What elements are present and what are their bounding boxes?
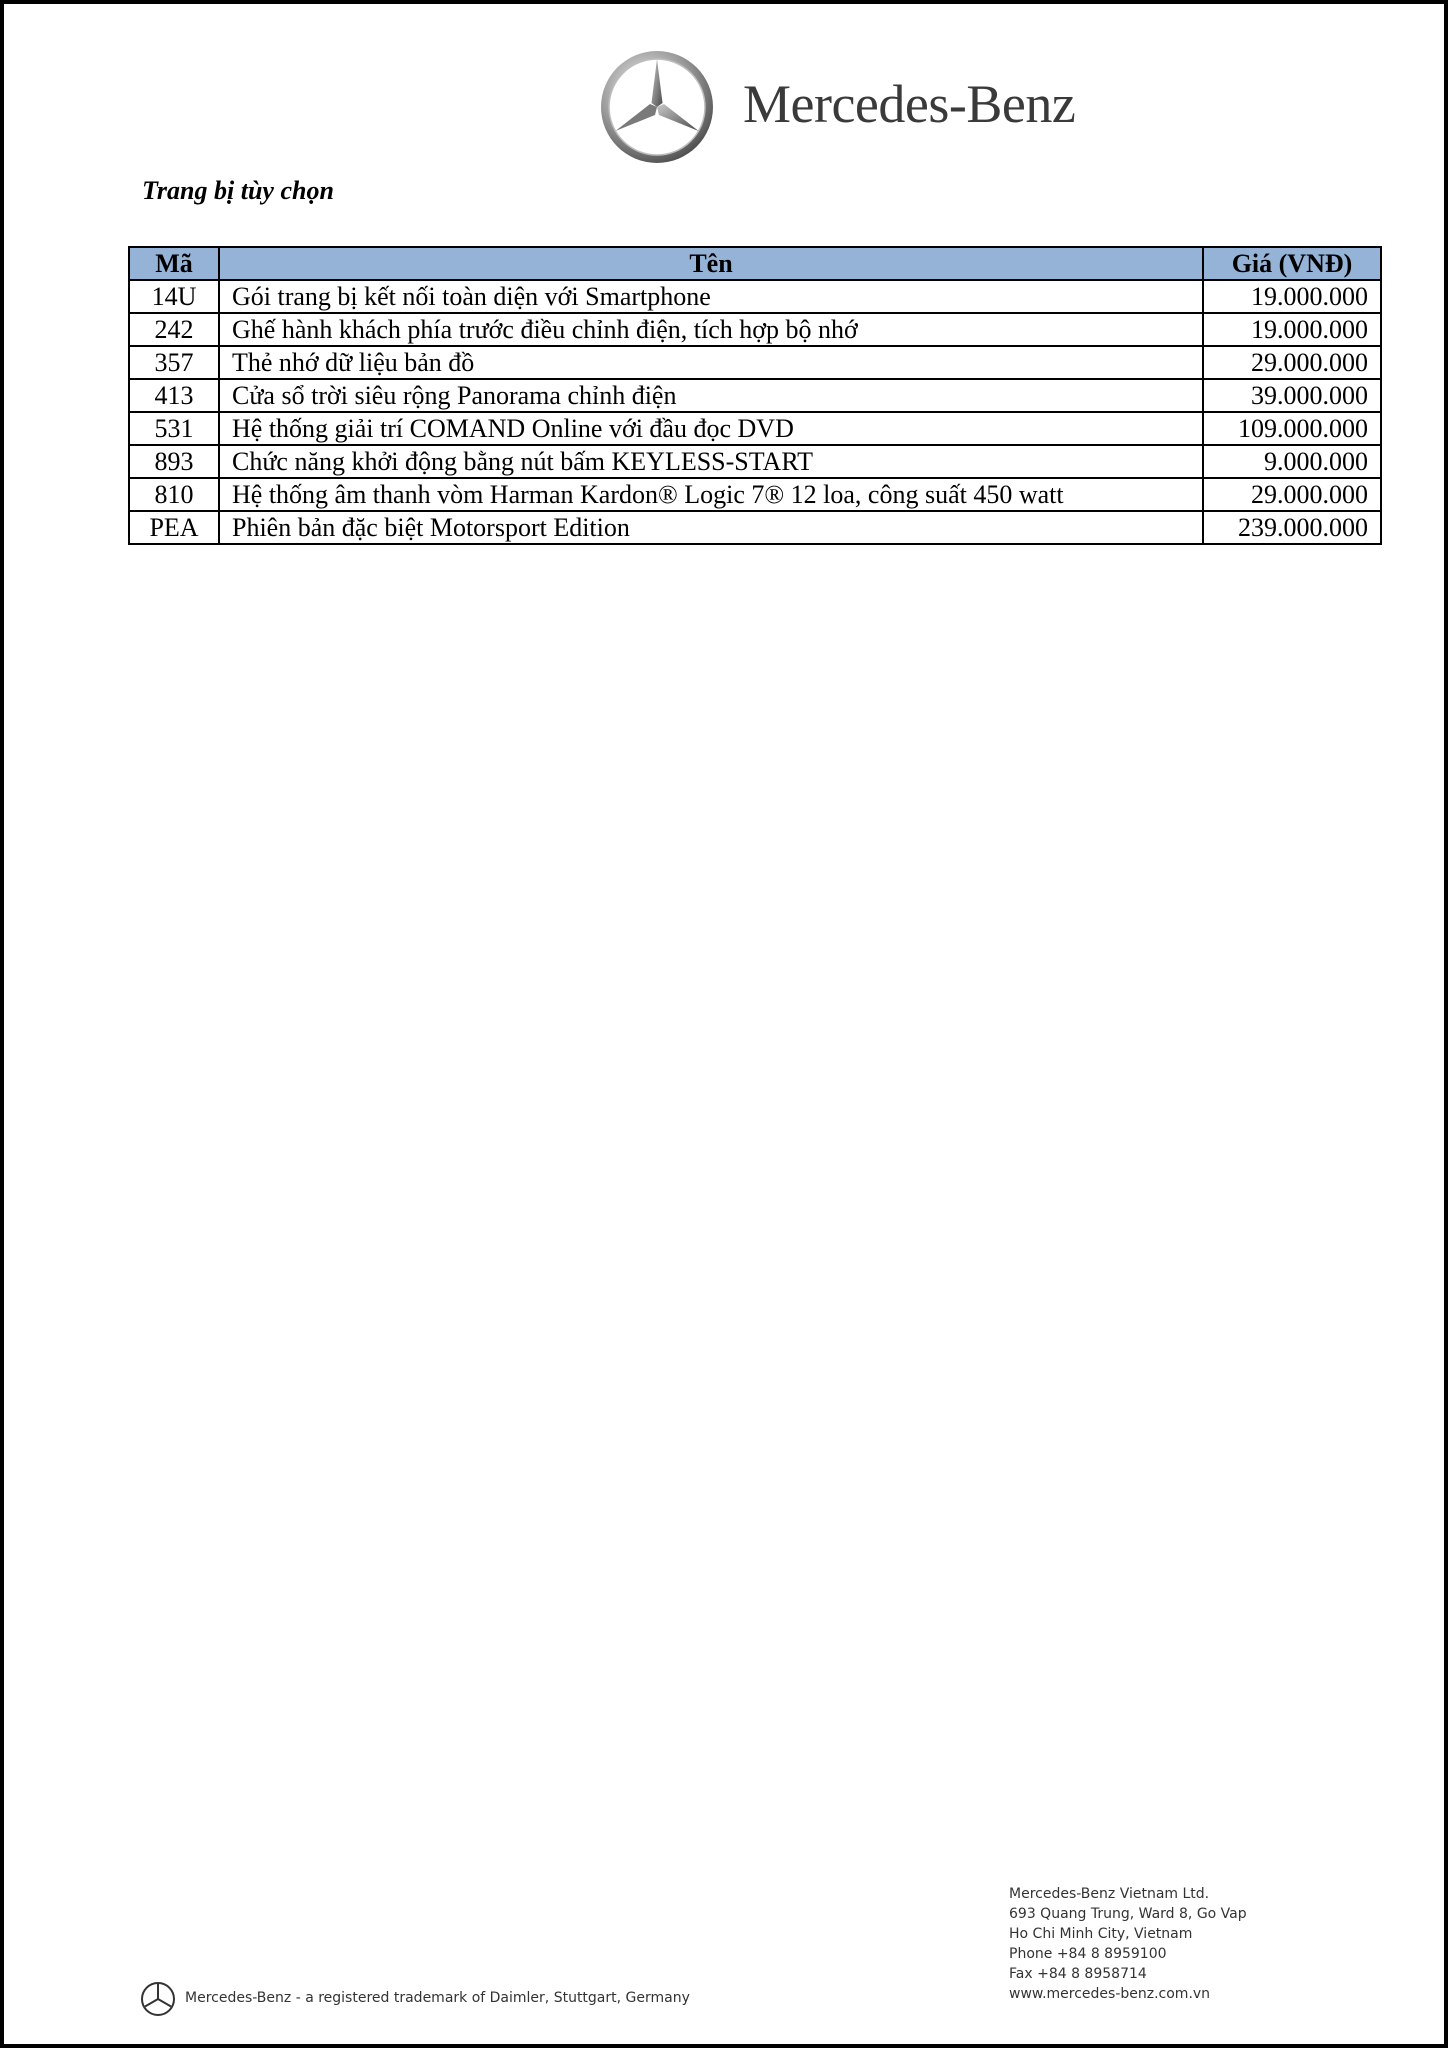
cell-price: 109.000.000 (1203, 412, 1381, 445)
section-title: Trang bị tùy chọn (142, 176, 334, 205)
cell-name: Hệ thống âm thanh vòm Harman Kardon® Logic 7® 12 loa, công suất 450 watt (219, 478, 1203, 511)
cell-price: 239.000.000 (1203, 511, 1381, 544)
company-name: Mercedes-Benz Vietnam Ltd. (1009, 1886, 1210, 1902)
table-row (129, 313, 1381, 346)
cell-name: Cửa sổ trời siêu rộng Panorama chỉnh điện (219, 379, 1203, 412)
cell-price: 19.000.000 (1203, 313, 1381, 346)
cell-code: 413 (129, 379, 219, 412)
cell-name: Hệ thống giải trí COMAND Online với đầu đọc DVD (219, 412, 1203, 445)
company-phone: Phone +84 8 8959100 (1009, 1946, 1167, 1962)
cell-name: Gói trang bị kết nối toàn diện với Smartphone (219, 280, 1203, 313)
cell-code: 357 (129, 346, 219, 379)
cell-name: Chức năng khởi động bằng nút bấm KEYLESS-START (219, 445, 1203, 478)
mercedes-star-icon (597, 47, 717, 167)
cell-price: 19.000.000 (1203, 280, 1381, 313)
cell-price: 39.000.000 (1203, 379, 1381, 412)
table-row (129, 412, 1381, 445)
cell-price: 29.000.000 (1203, 478, 1381, 511)
cell-price: 29.000.000 (1203, 346, 1381, 379)
cell-name: Thẻ nhớ dữ liệu bản đồ (219, 346, 1203, 379)
company-address: 693 Quang Trung, Ward 8, Go Vap (1009, 1906, 1247, 1922)
header-price: Giá (VNĐ) (1203, 247, 1381, 280)
company-website[interactable]: www.mercedes-benz.com.vn (1009, 1986, 1211, 2002)
table-row (129, 478, 1381, 511)
table-header-row (129, 247, 1381, 280)
header-code: Mã (129, 247, 219, 280)
mercedes-star-small-icon (140, 1981, 176, 2017)
options-table (128, 246, 1382, 545)
header-name: Tên (219, 247, 1203, 280)
trademark-text: Mercedes-Benz - a registered trademark of Daimler, Stuttgart, Germany (185, 1990, 690, 2006)
cell-code: 810 (129, 478, 219, 511)
table-row (129, 379, 1381, 412)
company-fax: Fax +84 8 8958714 (1009, 1966, 1147, 1982)
cell-name: Ghế hành khách phía trước điều chỉnh điện, tích hợp bộ nhớ (219, 313, 1203, 346)
table-row (129, 511, 1381, 544)
cell-code: 531 (129, 412, 219, 445)
table-row (129, 445, 1381, 478)
brand-wordmark: Mercedes-Benz (743, 74, 1076, 134)
table-row (129, 280, 1381, 313)
company-address-block (1009, 1884, 1247, 2004)
cell-code: 893 (129, 445, 219, 478)
company-city: Ho Chi Minh City, Vietnam (1009, 1926, 1193, 1942)
cell-price: 9.000.000 (1203, 445, 1381, 478)
cell-code: PEA (129, 511, 219, 544)
cell-code: 14U (129, 280, 219, 313)
table-row (129, 346, 1381, 379)
cell-code: 242 (129, 313, 219, 346)
cell-name: Phiên bản đặc biệt Motorsport Edition (219, 511, 1203, 544)
